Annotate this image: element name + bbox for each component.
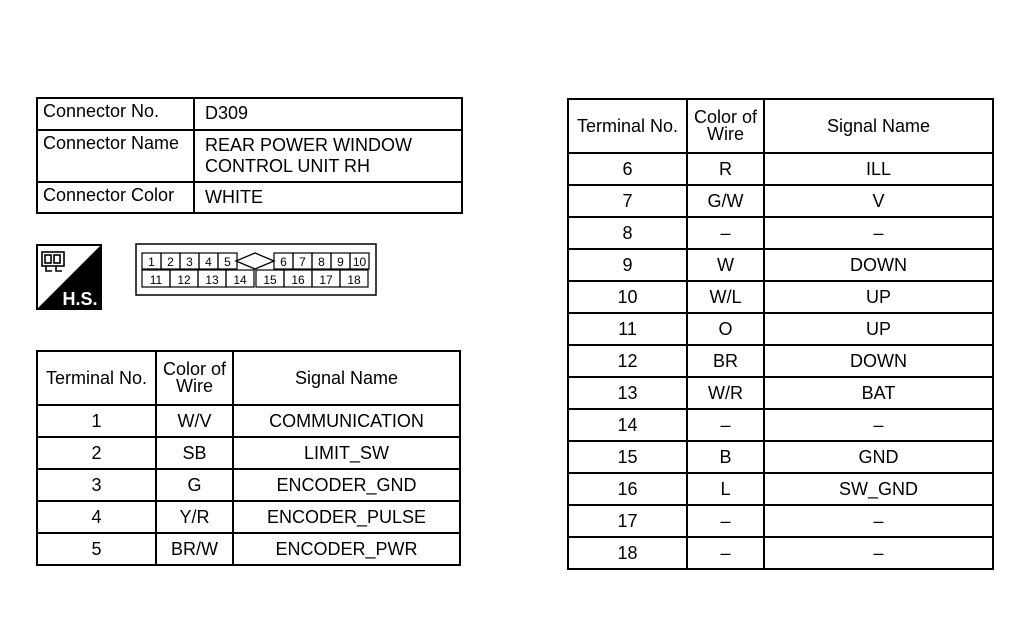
terminal-row (37, 501, 460, 533)
connector-name-line1: REAR POWER WINDOW (205, 135, 412, 155)
terminal-no-cell: 3 (37, 469, 156, 501)
terminal-no-cell: 12 (568, 345, 687, 377)
wire-color-cell: BR/W (156, 533, 233, 565)
terminal-no-header: Terminal No. (568, 99, 687, 153)
wire-color-cell: G (156, 469, 233, 501)
terminal-no-cell: 14 (568, 409, 687, 441)
signal-name-cell: GND (764, 441, 993, 473)
wire-color-cell: B (687, 441, 764, 473)
signal-name-cell: DOWN (764, 345, 993, 377)
pin-number: 5 (224, 255, 231, 269)
terminal-row (568, 473, 993, 505)
wire-color-cell: SB (156, 437, 233, 469)
signal-name-cell: ENCODER_GND (233, 469, 460, 501)
signal-name-cell: V (764, 185, 993, 217)
pin-number: 2 (167, 255, 174, 269)
wire-color-cell: L (687, 473, 764, 505)
terminal-row (568, 249, 993, 281)
signal-name-cell: – (764, 505, 993, 537)
hs-badge (36, 244, 102, 310)
terminal-table-left (36, 350, 461, 566)
wire-color-cell: G/W (687, 185, 764, 217)
wire-color-cell: Y/R (156, 501, 233, 533)
signal-name-cell: UP (764, 281, 993, 313)
pin-number: 7 (299, 255, 306, 269)
signal-name-cell: ILL (764, 153, 993, 185)
terminal-row (37, 533, 460, 565)
wire-color-cell: W/V (156, 405, 233, 437)
pin-number: 8 (318, 255, 325, 269)
signal-name-cell: UP (764, 313, 993, 345)
pin-number: 17 (319, 273, 333, 287)
terminal-row (568, 313, 993, 345)
signal-name-cell: COMMUNICATION (233, 405, 460, 437)
connector-name-value (194, 130, 462, 182)
terminal-row (37, 405, 460, 437)
wire-color-cell: – (687, 217, 764, 249)
terminal-table-right (567, 98, 994, 570)
terminal-row (568, 345, 993, 377)
wire-color-cell: W (687, 249, 764, 281)
pin-number: 10 (352, 255, 367, 269)
wire-color-cell: – (687, 537, 764, 569)
signal-name-header: Signal Name (233, 351, 460, 405)
terminal-no-cell: 11 (568, 313, 687, 345)
terminal-no-header: Terminal No. (37, 351, 156, 405)
wire-color-header (687, 99, 764, 153)
signal-name-cell: – (764, 217, 993, 249)
terminal-no-cell: 10 (568, 281, 687, 313)
terminal-no-cell: 7 (568, 185, 687, 217)
wire-color-header-line2: Wire (176, 376, 213, 396)
pin-number: 4 (205, 255, 212, 269)
terminal-row (568, 153, 993, 185)
pin-number: 18 (347, 273, 361, 287)
pin-number: 13 (205, 273, 219, 287)
wire-color-cell: – (687, 505, 764, 537)
terminal-no-cell: 17 (568, 505, 687, 537)
terminal-no-cell: 16 (568, 473, 687, 505)
connector-color-label: Connector Color (37, 182, 194, 213)
pin-number: 16 (291, 273, 305, 287)
wire-color-header-line2: Wire (707, 124, 744, 144)
terminal-row (568, 409, 993, 441)
terminal-no-cell: 13 (568, 377, 687, 409)
terminal-row (568, 185, 993, 217)
terminal-row (37, 469, 460, 501)
signal-name-cell: – (764, 537, 993, 569)
terminal-row (568, 281, 993, 313)
connector-info-table (36, 97, 463, 214)
connector-color-row (37, 182, 462, 213)
header-row (37, 351, 460, 405)
terminal-row (568, 217, 993, 249)
terminal-no-cell: 9 (568, 249, 687, 281)
terminal-no-cell: 1 (37, 405, 156, 437)
header-row (568, 99, 993, 153)
hs-text: H.S. (62, 289, 98, 309)
pin-number: 15 (263, 273, 277, 287)
connector-name-label: Connector Name (37, 130, 194, 182)
terminal-row (568, 505, 993, 537)
terminal-no-cell: 8 (568, 217, 687, 249)
signal-name-cell: LIMIT_SW (233, 437, 460, 469)
wire-color-cell: BR (687, 345, 764, 377)
pin-number: 6 (280, 255, 287, 269)
pin-number: 12 (177, 273, 191, 287)
wire-color-cell: – (687, 409, 764, 441)
wire-color-cell: O (687, 313, 764, 345)
connector-no-label: Connector No. (37, 98, 194, 130)
wire-color-cell: W/R (687, 377, 764, 409)
connector-no-value: D309 (194, 98, 462, 130)
wire-color-header-line1: Color of (693, 107, 758, 127)
terminal-no-cell: 15 (568, 441, 687, 473)
connector-name-line2: CONTROL UNIT RH (205, 156, 371, 176)
terminal-row (568, 537, 993, 569)
connector-color-value: WHITE (194, 182, 462, 213)
terminal-no-cell: 18 (568, 537, 687, 569)
connector-face-diagram (135, 243, 377, 296)
signal-name-cell: BAT (764, 377, 993, 409)
terminal-no-cell: 4 (37, 501, 156, 533)
wire-color-cell: R (687, 153, 764, 185)
terminal-no-cell: 6 (568, 153, 687, 185)
signal-name-cell: ENCODER_PWR (233, 533, 460, 565)
pin-number: 1 (148, 255, 155, 269)
terminal-no-cell: 2 (37, 437, 156, 469)
terminal-row (37, 437, 460, 469)
signal-name-header: Signal Name (764, 99, 993, 153)
signal-name-cell: – (764, 409, 993, 441)
connector-name-row (37, 130, 462, 182)
pin-number: 11 (149, 273, 163, 287)
terminal-no-cell: 5 (37, 533, 156, 565)
terminal-row (568, 377, 993, 409)
wire-color-header (156, 351, 233, 405)
pin-number: 14 (233, 273, 247, 287)
connector-no-row (37, 98, 462, 130)
wire-color-header-line1: Color of (162, 359, 227, 379)
terminal-row (568, 441, 993, 473)
pin-number: 9 (337, 255, 344, 269)
wire-color-cell: W/L (687, 281, 764, 313)
signal-name-cell: DOWN (764, 249, 993, 281)
signal-name-cell: SW_GND (764, 473, 993, 505)
signal-name-cell: ENCODER_PULSE (233, 501, 460, 533)
pin-number: 3 (186, 255, 193, 269)
